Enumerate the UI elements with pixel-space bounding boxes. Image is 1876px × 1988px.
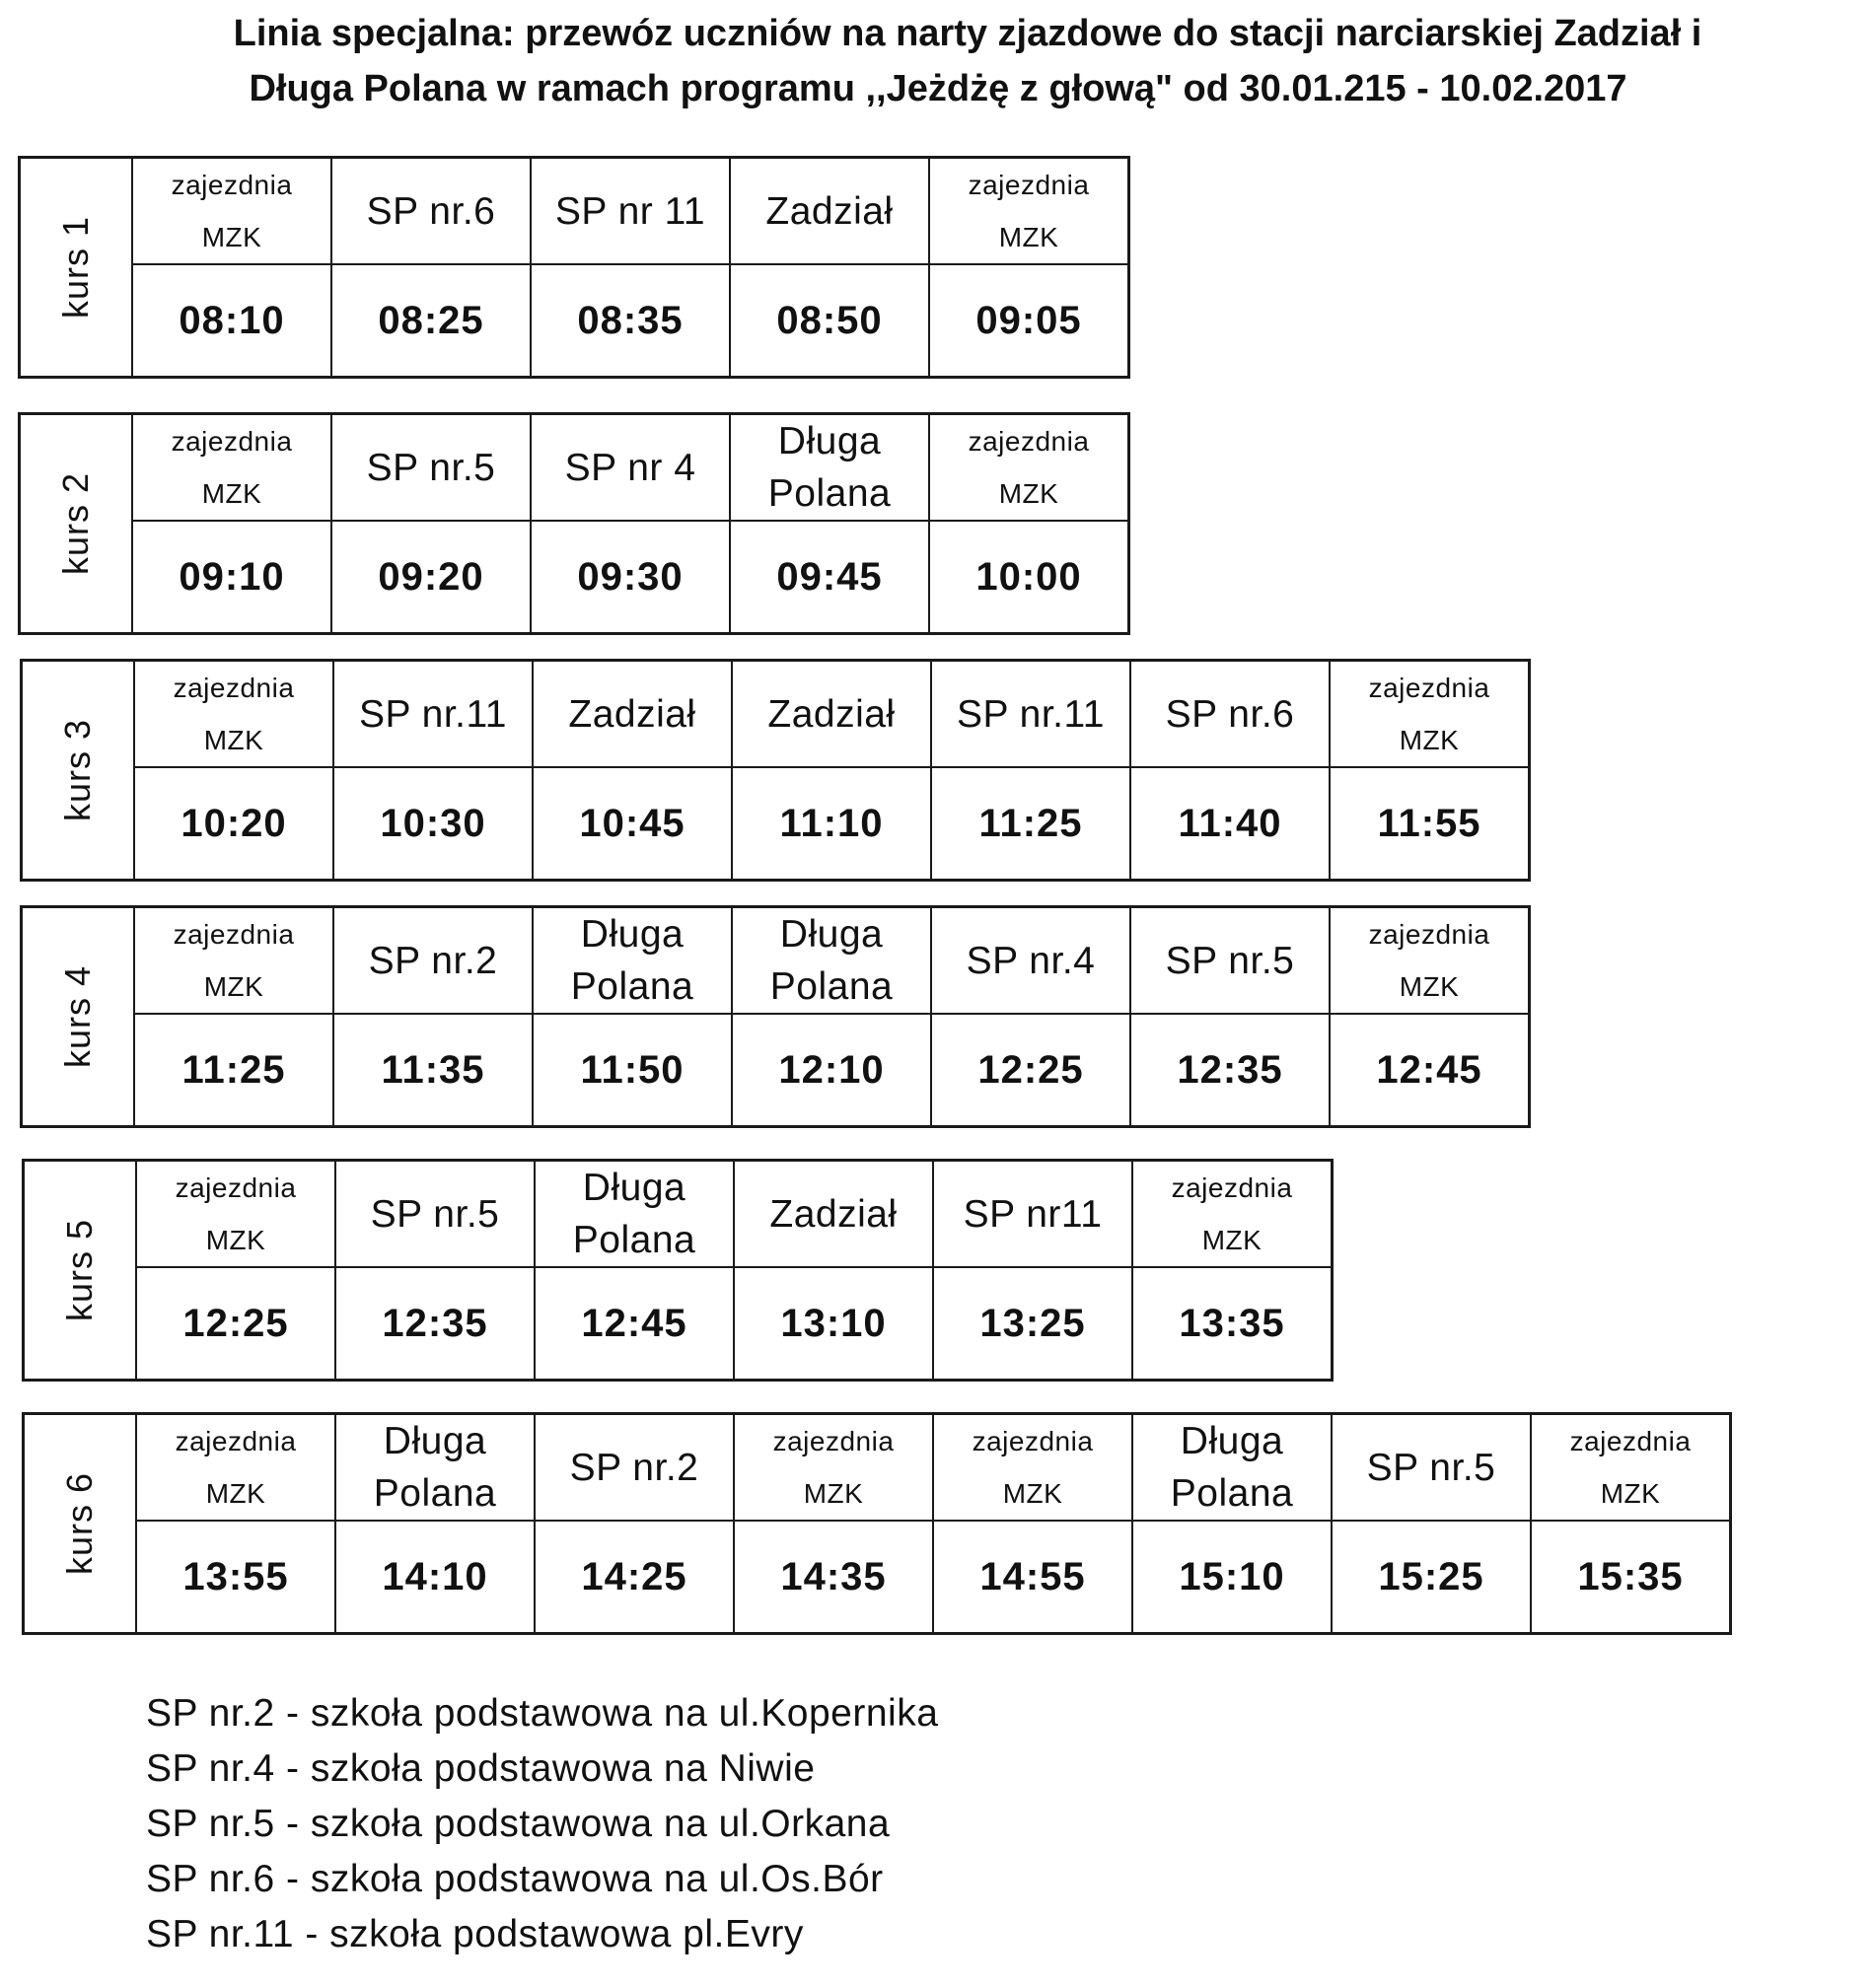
stop-name: Polana	[1170, 1472, 1294, 1515]
time-cell	[730, 521, 929, 634]
departure-time: 09:10	[179, 554, 285, 599]
stop-cell	[531, 158, 730, 265]
course-label-cell	[22, 661, 135, 881]
stop-name: Długa	[1180, 1420, 1284, 1462]
times-row	[24, 1521, 1731, 1634]
stop-cell	[335, 1414, 535, 1522]
departure-time: 09:20	[378, 554, 484, 599]
departure-time: 08:10	[179, 298, 285, 342]
departure-time: 11:50	[580, 1047, 685, 1092]
stop-name: zajezdnia	[1368, 673, 1490, 703]
stop-cell	[533, 907, 732, 1015]
times-row	[22, 1014, 1530, 1127]
stop-name: zajezdnia	[173, 919, 295, 950]
stop-cell	[732, 907, 931, 1015]
time-cell	[533, 767, 732, 881]
departure-time: 12:25	[182, 1301, 289, 1345]
stop-name: MZK	[998, 478, 1059, 509]
legend-item: SP nr.4 - szkoła podstawowa na Niwie	[146, 1747, 816, 1790]
stop-cell	[1132, 1161, 1333, 1268]
time-cell	[732, 767, 931, 881]
legend-item: SP nr.2 - szkoła podstawowa na ul.Kopernika	[146, 1692, 939, 1735]
stop-name: Długa	[383, 1420, 487, 1462]
stop-name: SP nr.11	[956, 692, 1105, 736]
stop-name: zajezdnia	[972, 1426, 1094, 1456]
course-label-cell	[24, 1414, 137, 1634]
page-title-line-1: Linia specjalna: przewóz uczniów na narty zjazdowe do stacji narciarskiej Zadział i	[233, 13, 1702, 54]
stop-cell	[1130, 907, 1330, 1015]
time-cell	[732, 1014, 931, 1127]
stops-row	[20, 414, 1129, 522]
time-cell	[1130, 767, 1330, 881]
stop-name: SP nr 4	[564, 446, 696, 489]
time-cell	[929, 521, 1129, 634]
stop-cell	[533, 661, 732, 768]
legend	[146, 1686, 938, 1962]
stop-cell	[1332, 1414, 1531, 1522]
stop-name: SP nr.2	[569, 1446, 699, 1489]
page-title-line-2: Długa Polana w ramach programu ,,Jeżdżę z głową" od 30.01.215 - 10.02.2017	[249, 68, 1627, 109]
stop-name: Długa	[777, 420, 882, 462]
stop-cell	[331, 414, 531, 522]
stop-cell	[333, 661, 533, 768]
times-row	[22, 767, 1530, 881]
departure-time: 10:00	[975, 554, 1082, 599]
stop-name: MZK	[998, 222, 1059, 252]
times-row	[20, 521, 1129, 634]
course-table	[20, 659, 1531, 882]
stop-name: Polana	[572, 1219, 696, 1261]
departure-time: 12:45	[581, 1301, 687, 1345]
departure-time: 09:05	[975, 298, 1082, 342]
departure-time: 14:10	[382, 1554, 488, 1598]
stop-name: zajezdnia	[968, 170, 1090, 200]
time-cell	[533, 1014, 732, 1127]
time-cell	[933, 1521, 1132, 1634]
stop-name: Zadział	[568, 692, 696, 736]
departure-time: 12:10	[778, 1047, 885, 1092]
stop-cell	[730, 414, 929, 522]
legend-item: SP nr.11 - szkoła podstawowa pl.Evry	[146, 1913, 804, 1955]
time-cell	[734, 1521, 933, 1634]
time-cell	[531, 264, 730, 378]
time-cell	[933, 1267, 1132, 1381]
departure-time: 13:25	[979, 1301, 1086, 1345]
stop-name: SP nr.11	[358, 692, 507, 736]
stop-name: Długa	[580, 913, 685, 956]
stop-name: SP nr.5	[1366, 1446, 1496, 1489]
time-cell	[734, 1267, 933, 1381]
departure-time: 15:35	[1577, 1554, 1684, 1598]
departure-time: 12:35	[382, 1301, 488, 1345]
departure-time: 11:25	[181, 1047, 286, 1092]
stop-cell	[933, 1414, 1132, 1522]
time-cell	[134, 1014, 333, 1127]
stops-row	[24, 1161, 1333, 1268]
course-label: kurs 3	[56, 718, 98, 822]
stop-name: zajezdnia	[1569, 1426, 1692, 1456]
time-cell	[132, 521, 331, 634]
stop-name: Polana	[373, 1472, 497, 1515]
times-row	[24, 1267, 1333, 1381]
departure-time: 12:25	[977, 1047, 1084, 1092]
departure-time: 08:35	[577, 298, 684, 342]
times-row	[20, 264, 1129, 378]
stop-name: MZK	[1201, 1225, 1263, 1255]
departure-time: 14:55	[979, 1554, 1086, 1598]
stop-name: MZK	[1600, 1478, 1661, 1509]
stop-cell	[1132, 1414, 1332, 1522]
stop-name: Polana	[570, 965, 694, 1008]
stop-name: SP nr11	[963, 1192, 1103, 1236]
stop-name: SP nr.6	[1165, 692, 1295, 736]
stop-cell	[732, 661, 931, 768]
stop-cell	[1330, 907, 1530, 1015]
departure-time: 09:45	[776, 554, 883, 599]
stop-cell	[931, 661, 1130, 768]
time-cell	[1330, 1014, 1530, 1127]
stop-cell	[734, 1414, 933, 1522]
stop-name: zajezdnia	[173, 673, 295, 703]
time-cell	[929, 264, 1129, 378]
time-cell	[535, 1521, 734, 1634]
time-cell	[1531, 1521, 1731, 1634]
departure-time: 13:55	[182, 1554, 289, 1598]
stop-cell	[535, 1161, 734, 1268]
stop-name: Polana	[767, 472, 892, 515]
stop-name: zajezdnia	[171, 170, 293, 200]
departure-time: 11:35	[381, 1047, 485, 1092]
course-table	[22, 1159, 1334, 1382]
stop-name: SP nr.5	[1165, 939, 1295, 982]
time-cell	[1130, 1014, 1330, 1127]
stops-row	[22, 907, 1530, 1015]
stop-name: zajezdnia	[175, 1426, 297, 1456]
departure-time: 11:10	[779, 801, 884, 845]
stop-name: MZK	[203, 725, 264, 755]
course-label-cell	[20, 158, 133, 378]
stop-cell	[1330, 661, 1530, 768]
stop-cell	[929, 158, 1129, 265]
course-label: kurs 1	[54, 215, 96, 320]
time-cell	[333, 1014, 533, 1127]
departure-time: 15:25	[1378, 1554, 1484, 1598]
stop-name: MZK	[803, 1478, 864, 1509]
time-cell	[1132, 1267, 1333, 1381]
stop-name: MZK	[205, 1478, 266, 1509]
time-cell	[134, 767, 333, 881]
departure-time: 08:25	[378, 298, 484, 342]
stop-name: zajezdnia	[968, 426, 1090, 457]
departure-time: 13:10	[780, 1301, 887, 1345]
stop-cell	[931, 907, 1130, 1015]
stop-cell	[1130, 661, 1330, 768]
time-cell	[1132, 1521, 1332, 1634]
course-label-cell	[22, 907, 135, 1127]
stop-name: MZK	[201, 478, 262, 509]
stop-name: MZK	[1399, 725, 1460, 755]
departure-time: 08:50	[776, 298, 883, 342]
course-table	[18, 412, 1130, 635]
departure-time: 13:35	[1179, 1301, 1285, 1345]
departure-time: 14:35	[780, 1554, 887, 1598]
stop-cell	[1531, 1414, 1731, 1522]
stop-cell	[929, 414, 1129, 522]
departure-time: 12:45	[1376, 1047, 1482, 1092]
time-cell	[531, 521, 730, 634]
time-cell	[535, 1267, 734, 1381]
stop-name: Zadział	[769, 1192, 898, 1236]
course-table	[20, 905, 1531, 1128]
departure-time: 09:30	[577, 554, 684, 599]
course-label: kurs 6	[58, 1471, 100, 1576]
time-cell	[1332, 1521, 1531, 1634]
stop-cell	[531, 414, 730, 522]
course-label: kurs 4	[56, 964, 98, 1069]
departure-time: 11:55	[1377, 801, 1481, 845]
stop-name: SP nr.5	[366, 446, 496, 489]
time-cell	[335, 1521, 535, 1634]
time-cell	[136, 1521, 335, 1634]
stop-cell	[136, 1161, 335, 1268]
course-table	[22, 1412, 1732, 1635]
stop-name: SP nr.6	[366, 189, 496, 233]
departure-time: 14:25	[581, 1554, 687, 1598]
departure-time: 15:10	[1179, 1554, 1285, 1598]
stop-name: zajezdnia	[1171, 1172, 1293, 1203]
stop-name: SP nr 11	[554, 189, 706, 233]
stops-row	[24, 1414, 1731, 1522]
time-cell	[331, 264, 531, 378]
stop-cell	[933, 1161, 1132, 1268]
legend-item: SP nr.5 - szkoła podstawowa na ul.Orkana	[146, 1803, 891, 1845]
stop-cell	[132, 158, 331, 265]
stop-cell	[335, 1161, 535, 1268]
stop-name: zajezdnia	[171, 426, 293, 457]
stop-name: Zadział	[767, 692, 896, 736]
time-cell	[333, 767, 533, 881]
course-label-cell	[24, 1161, 137, 1381]
stops-row	[20, 158, 1129, 265]
departure-time: 10:45	[579, 801, 685, 845]
course-table	[18, 156, 1130, 379]
stop-cell	[132, 414, 331, 522]
time-cell	[335, 1267, 535, 1381]
stop-name: Długa	[582, 1167, 686, 1209]
stop-name: zajezdnia	[1368, 919, 1490, 950]
departure-time: 10:30	[380, 801, 486, 845]
stop-cell	[136, 1414, 335, 1522]
time-cell	[931, 767, 1130, 881]
time-cell	[331, 521, 531, 634]
departure-time: 12:35	[1177, 1047, 1283, 1092]
stops-row	[22, 661, 1530, 768]
stop-cell	[331, 158, 531, 265]
time-cell	[931, 1014, 1130, 1127]
stop-name: MZK	[1399, 971, 1460, 1002]
time-cell	[730, 264, 929, 378]
course-label-cell	[20, 414, 133, 634]
course-label: kurs 5	[58, 1218, 100, 1322]
time-cell	[136, 1267, 335, 1381]
course-label: kurs 2	[54, 471, 96, 576]
time-cell	[132, 264, 331, 378]
stop-name: zajezdnia	[175, 1172, 297, 1203]
departure-time: 10:20	[180, 801, 287, 845]
departure-time: 11:40	[1178, 801, 1282, 845]
stop-name: SP nr.2	[368, 939, 498, 982]
stop-name: Zadział	[765, 189, 894, 233]
stop-cell	[134, 907, 333, 1015]
stop-cell	[134, 661, 333, 768]
stop-name: MZK	[201, 222, 262, 252]
stop-cell	[730, 158, 929, 265]
legend-item: SP nr.6 - szkoła podstawowa na ul.Os.Bór	[146, 1858, 884, 1900]
stop-name: SP nr.5	[370, 1192, 500, 1236]
stop-cell	[535, 1414, 734, 1522]
stop-cell	[333, 907, 533, 1015]
stop-cell	[734, 1161, 933, 1268]
stop-name: Długa	[779, 913, 884, 956]
stop-name: MZK	[203, 971, 264, 1002]
stop-name: MZK	[1002, 1478, 1063, 1509]
departure-time: 11:25	[978, 801, 1083, 845]
stop-name: zajezdnia	[772, 1426, 895, 1456]
stop-name: SP nr.4	[966, 939, 1096, 982]
stop-name: Polana	[769, 965, 894, 1008]
stop-name: MZK	[205, 1225, 266, 1255]
time-cell	[1330, 767, 1530, 881]
